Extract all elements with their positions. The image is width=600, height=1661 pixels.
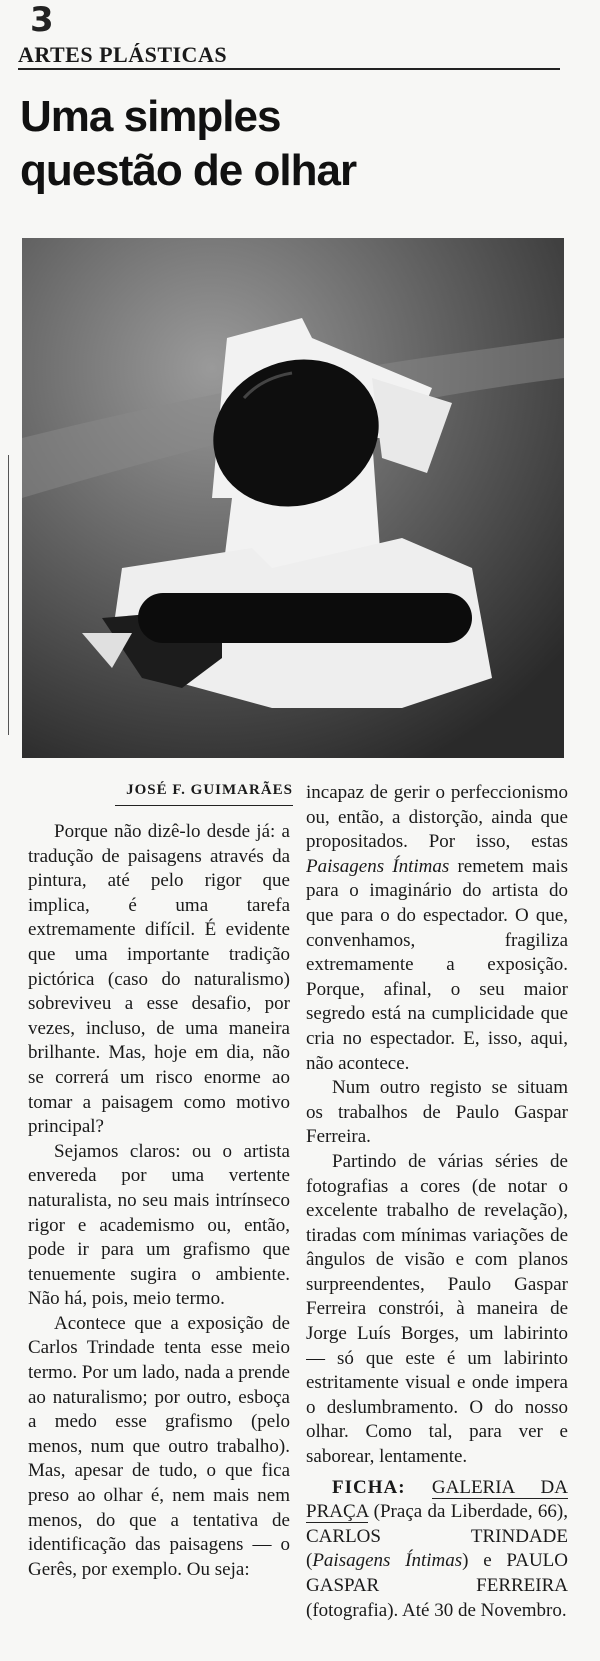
ficha-text-1: (Praça da Liberdade, 66), CARLOS TRINDADE ( <box>306 1501 568 1572</box>
paragraph-4-b: remetem mais para o imaginário do artista do que para o do espectador. O que, convenhamos, fragiliza extremamente a exposição. Porque, afinal, o seu maior segredo está na cumplicidade que cria no espectador. E, isso, aqui, não acontece. <box>306 855 568 1074</box>
author-byline: JOSÉ F. GUIMARÃES <box>115 782 293 806</box>
headline-line-2: questão de olhar <box>20 146 357 195</box>
paragraph-2: Sejamos claros: ou o artista envereda por uma vertente naturalista, no seu mais intrínseco rigor e academismo ou, então, pode ir para um grafismo que tenuemente sugira o ambiente. Não há, pois, meio termo. <box>28 1140 290 1310</box>
artwork-photo <box>22 238 564 758</box>
headline <box>20 90 560 198</box>
article-column-left <box>28 820 290 1658</box>
paragraph-4-a: incapaz de gerir o perfeccionismo ou, então, a distorção, ainda que propositados. Por isso, estas <box>306 782 568 853</box>
article-column-right <box>306 781 568 1658</box>
ficha-label: FICHA: <box>332 1476 406 1498</box>
section-rule <box>18 68 560 70</box>
ficha-exhibition-title: Paisagens Íntimas <box>312 1550 463 1572</box>
page-number: 3 <box>30 0 54 40</box>
section-label: ARTES PLÁSTICAS <box>18 42 228 67</box>
ficha-text-2: ) e PAULO GASPAR FERREIRA (fotografia). Até 30 de Novembro. <box>306 1550 568 1621</box>
ficha-info <box>306 1476 568 1624</box>
margin-line <box>8 455 9 735</box>
paragraph-1: Porque não dizê-lo desde já: a tradução de paisagens através da pintura, até pelo rigor que implica, é uma tarefa extremamente difícil. É evidente que uma importante tradição pictórica (caso do naturalismo) sobreviveu a esse desafio, por vezes, incluso, de uma maneira brilhante. Mas, hoje em dia, não se correrá um risco enorme ao tomar a paisagem como motivo principal? <box>28 821 290 1138</box>
paragraph-4 <box>306 781 568 1076</box>
paragraph-3: Acontece que a exposição de Carlos Trindade tenta esse meio termo. Por um lado, nada a prende ao naturalismo; por outro, esboça a medo esse grafismo (pelo menos, num que outro trabalho). Mas, apesar de tudo, o que fica preso ao olhar é, nem mais nem menos, do que a tentativa de identificação das paisagens — o Gerês, por exemplo. Ou seja: <box>28 1312 290 1580</box>
exhibition-title: Paisagens Íntimas <box>306 855 450 877</box>
paragraph-6: Partindo de várias séries de fotografias a cores (de notar o excelente trabalho de revelação), tiradas com mínimas variações de ângulos de visão e com planos surpreendentes, Paulo Gaspar Ferreira constrói, à maneira de Jorge Luís Borges, um labirinto — só que este é um labirinto estritamente visual e onde impera o deslumbramento. O do nosso olhar. Como tal, para ver e saborear, lentamente. <box>306 1150 568 1468</box>
paragraph-5: Num outro registo se situam os trabalhos de Paulo Gaspar Ferreira. <box>306 1077 568 1148</box>
headline-line-1: Uma simples <box>20 92 281 141</box>
gallery-name: GALERIA DA PRAÇA <box>306 1476 568 1523</box>
